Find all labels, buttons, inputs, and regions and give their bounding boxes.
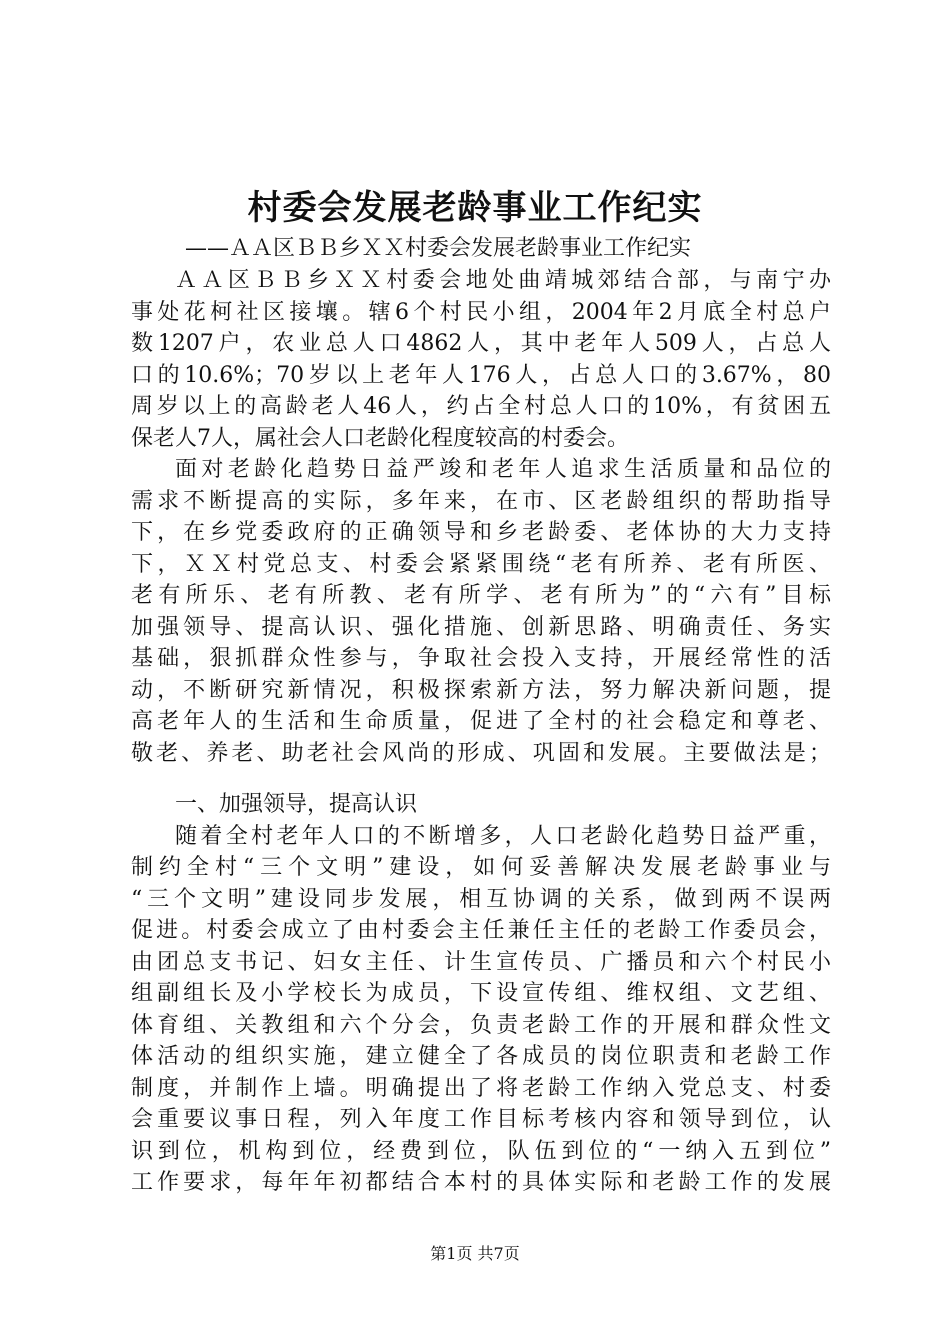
paragraph-2 — [131, 454, 831, 769]
text-line: 下，ＸＸ村党总支、村委会紧紧围绕“老有所养、老有所医、 — [131, 551, 831, 577]
text-line: 数1207户，农业总人口4862人，其中老年人509人，占总人 — [131, 331, 831, 356]
text-line: 工作要求，每年年初都结合本村的具体实际和老龄工作的发展 — [131, 1170, 831, 1195]
paragraph-3 — [131, 821, 831, 1199]
text-line: 由团总支书记、妇女主任、计生宣传员、广播员和六个村民小 — [131, 949, 831, 975]
text-line: 老有所乐、老有所教、老有所学、老有所为”的“六有”目标 — [131, 583, 831, 608]
text-line: 周岁以上的高龄老人46人，约占全村总人口的10%，有贫困五 — [131, 394, 831, 419]
text-line: 保老人7人，属社会人口老龄化程度较高的村委会。 — [131, 425, 629, 451]
text-line: 加强领导、提高认识、强化措施、创新思路、明确责任、务实 — [131, 614, 831, 640]
text-line: 随着全村老年人口的不断增多，人口老龄化趋势日益严重， — [175, 823, 831, 849]
text-line: 组副组长及小学校长为成员，下设宣传组、维权组、文艺组、 — [131, 981, 831, 1006]
text-line: 识到位，机构到位，经费到位，队伍到位的“一纳入五到位” — [131, 1138, 831, 1164]
section-heading: 一、加强领导，提高认识 — [175, 792, 418, 817]
document-subtitle: ——ＡＡ区ＢＢ乡ＸＸ村委会发展老龄事业工作纪实 — [185, 236, 692, 261]
text-line: 体活动的组织实施，建立健全了各成员的岗位职责和老龄工作 — [131, 1044, 831, 1069]
document-body — [131, 265, 831, 1199]
text-line: 制度，并制作上墙。明确提出了将老龄工作纳入党总支、村委 — [131, 1075, 831, 1101]
paragraph-1 — [131, 265, 831, 454]
text-line: 事处花柯社区接壤。辖6个村民小组，2004年2月底全村总户 — [131, 299, 831, 325]
text-line: 高老年人的生活和生命质量，促进了全村的社会稳定和尊老、 — [131, 709, 831, 734]
paragraph-gap — [131, 769, 831, 789]
page-number-footer: 第1页 共7页 — [430, 1244, 520, 1263]
text-line: “三个文明”建设同步发展，相互协调的关系，做到两不误两 — [131, 886, 831, 912]
text-line: 口的10.6%；70岁以上老年人176人，占总人口的3.67%，80 — [131, 362, 831, 388]
text-line: 需求不断提高的实际，多年来，在市、区老龄组织的帮助指导 — [131, 488, 831, 514]
text-line: 动，不断研究新情况，积极探索新方法，努力解决新问题，提 — [131, 677, 831, 703]
text-line: 促进。村委会成立了由村委会主任兼任主任的老龄工作委员会， — [131, 918, 831, 943]
text-line: 基础，狠抓群众性参与，争取社会投入支持，开展经常性的活 — [131, 646, 831, 671]
text-line: 下，在乡党委政府的正确领导和乡老龄委、老体协的大力支持 — [131, 520, 831, 545]
text-line: 体育组、关教组和六个分会，负责老龄工作的开展和群众性文 — [131, 1012, 831, 1038]
text-line: 会重要议事日程，列入年度工作目标考核内容和领导到位，认 — [131, 1107, 831, 1132]
text-line: 敬老、养老、助老社会风尚的形成、巩固和发展。主要做法是； — [131, 740, 831, 766]
document-title: 村委会发展老龄事业工作纪实 — [247, 188, 703, 228]
text-line: 面对老龄化趋势日益严竣和老年人追求生活质量和品位的 — [175, 457, 831, 482]
text-line: 制约全村“三个文明”建设，如何妥善解决发展老龄事业与 — [131, 855, 831, 880]
text-line: ＡＡ区ＢＢ乡ＸＸ村委会地处曲靖城郊结合部，与南宁办 — [175, 268, 831, 293]
